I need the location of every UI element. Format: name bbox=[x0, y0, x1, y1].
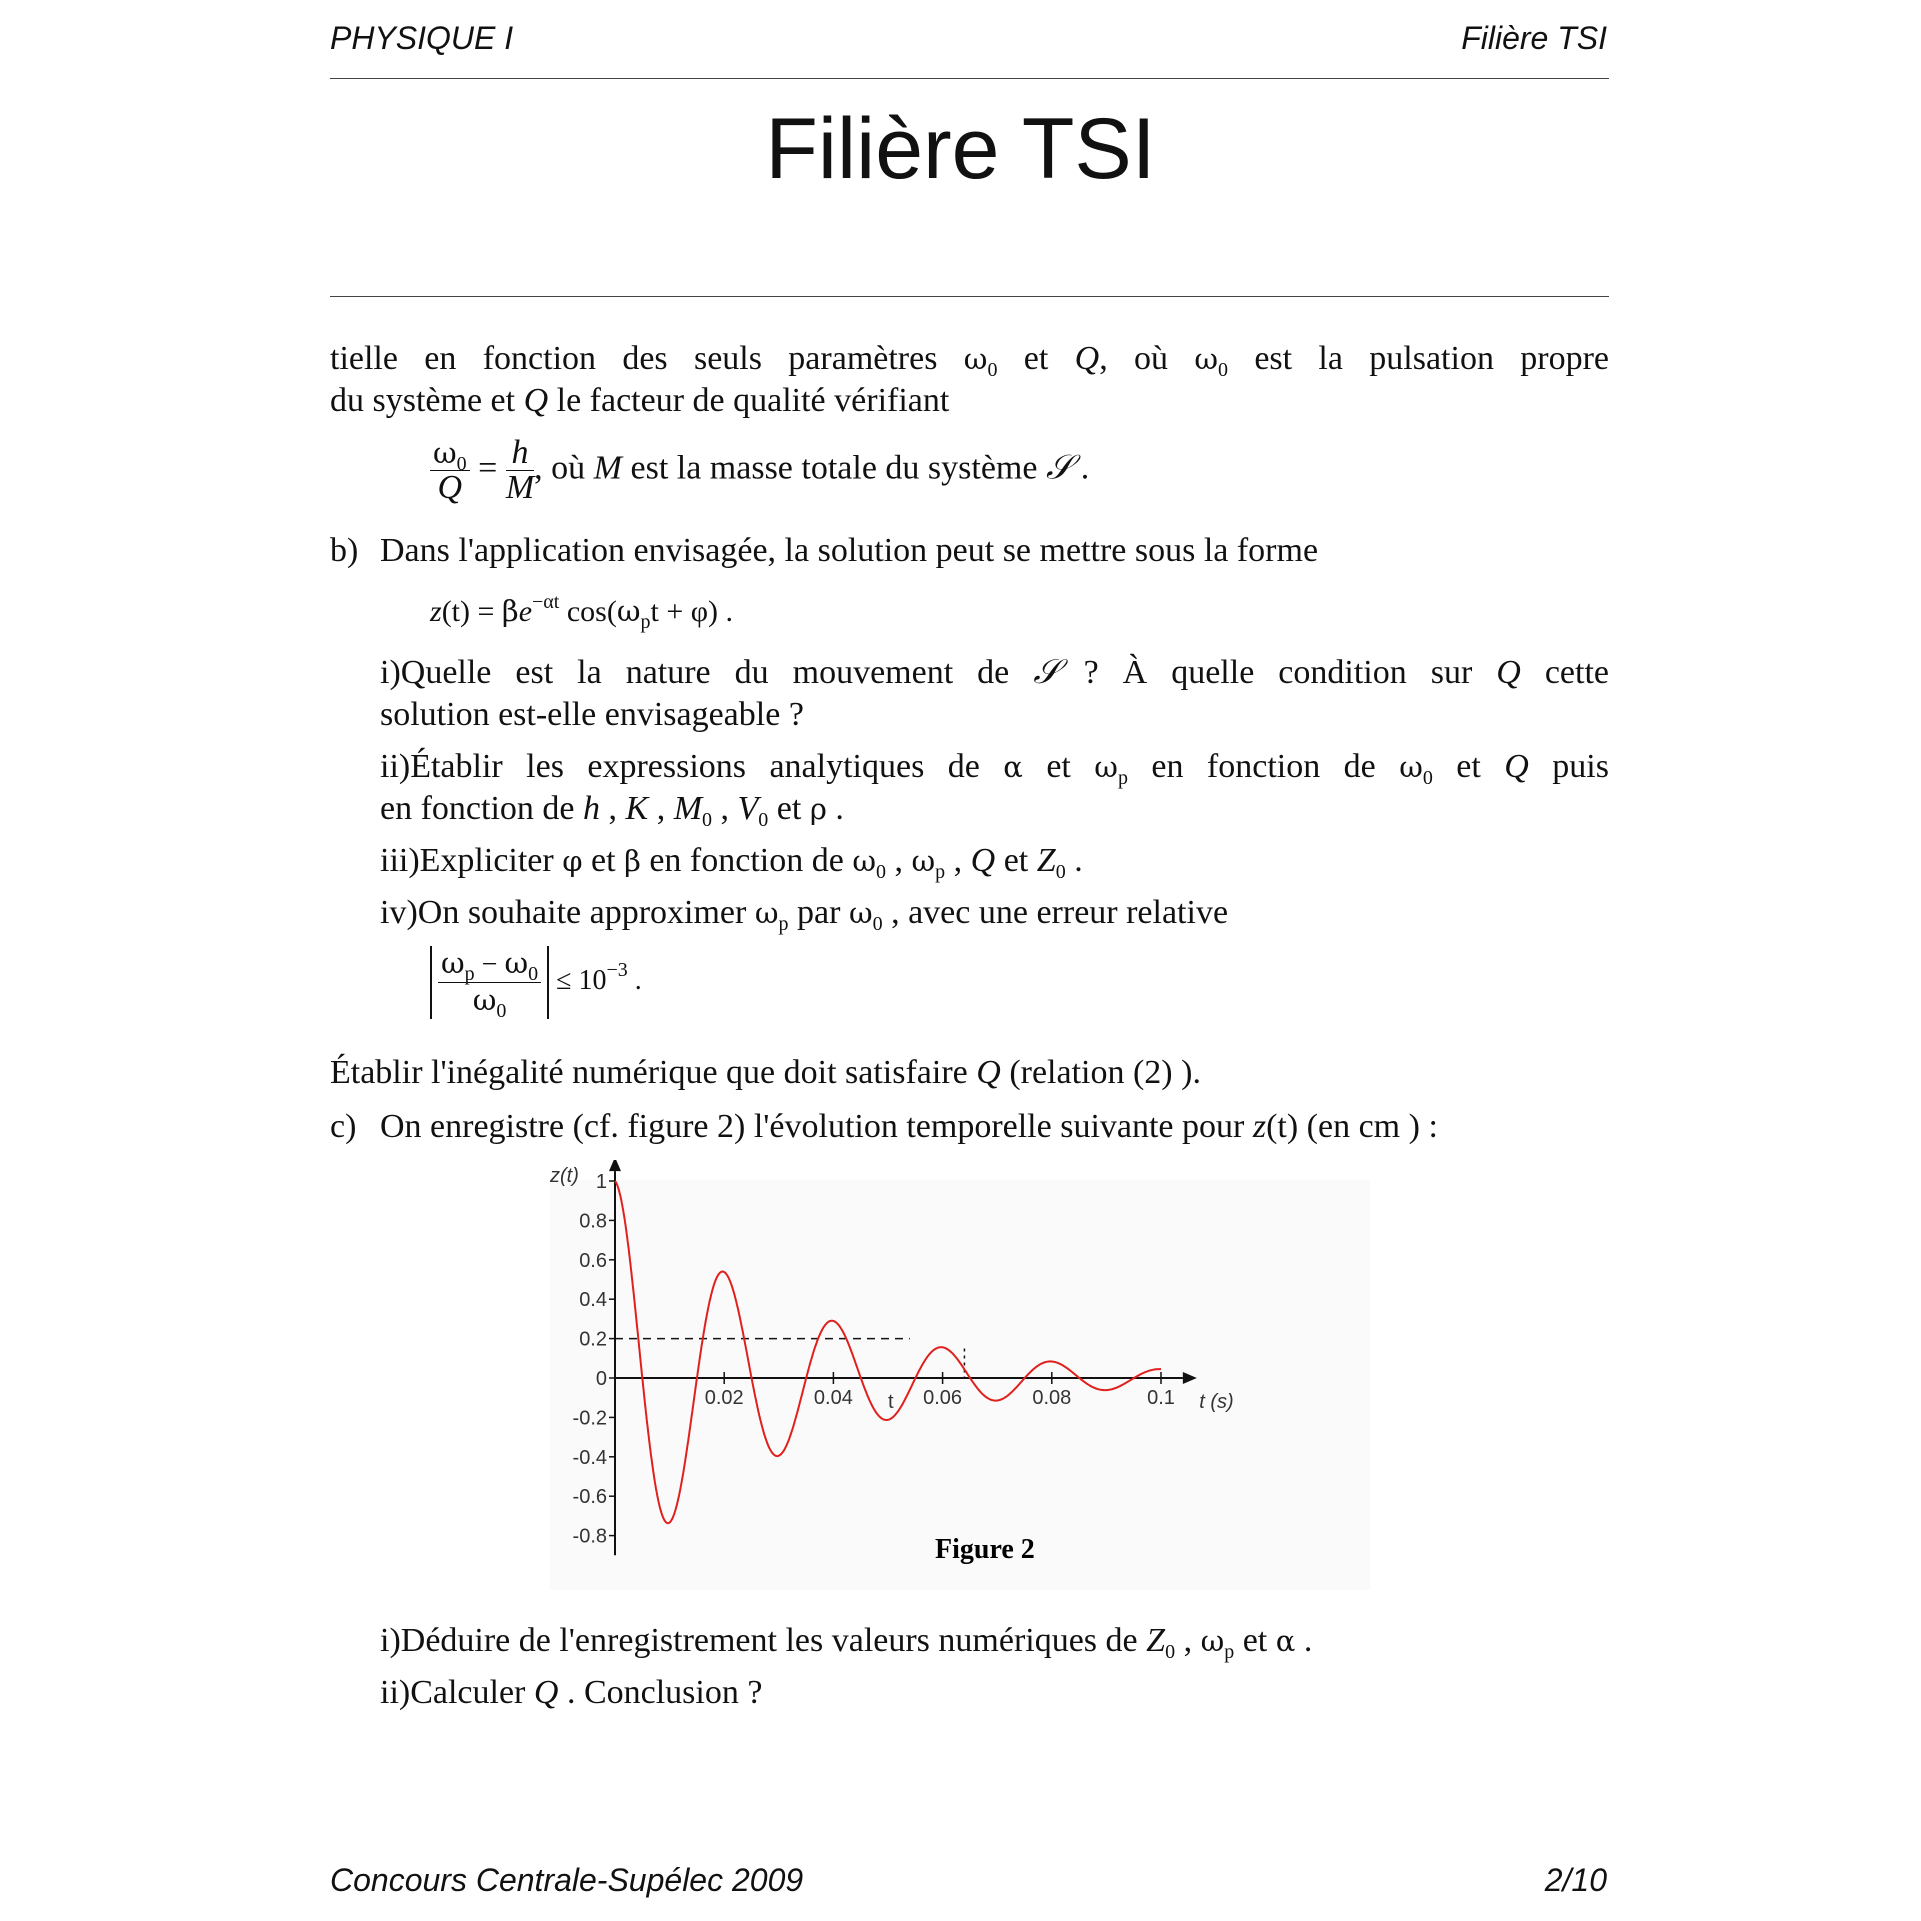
x-tick-label: 0.02 bbox=[704, 1387, 744, 1409]
question-b-text: Dans l'application envisagée, la solution peut se mettre sous la forme bbox=[380, 532, 1319, 569]
footer-left: Concours Centrale-Supélec 2009 bbox=[330, 1862, 804, 1898]
header-left: PHYSIQUE I bbox=[330, 20, 514, 56]
y-tick-label: -0.4 bbox=[572, 1446, 607, 1469]
question-b-iii: iii)Expliciter φ et β en fonction de $\omega_0$ , $\omega_p$ , Q et $Z_0$ . bbox=[380, 842, 1083, 883]
x-tick-label: 0.1 bbox=[1147, 1387, 1175, 1409]
question-c-ii: ii)Calculer Q . Conclusion ? bbox=[380, 1674, 763, 1711]
question-c-text: On enregistre (cf. figure 2) l'évolution temporelle suivante pour z(t) (en cm ) : bbox=[380, 1108, 1438, 1145]
question-b-ii: ii)Établir les expressions analytiques de α et $\omega_p$ en fonction de $\omega_0$ et Q puis bbox=[380, 748, 1609, 789]
question-b-iv: iv)On souhaite approximer $\omega_p$ par $\omega_0$ , avec une erreur relative bbox=[380, 894, 1229, 935]
equation-solution: $z(t) = \beta e^{-\alpha t}$ $\cos(\omega_pt + \varphi)$ . bbox=[430, 591, 734, 633]
question-b-i: i)Quelle est la nature du mouvement de 𝒮 ? À quelle condition sur Q cette bbox=[380, 654, 1610, 691]
y-tick-label: -0.8 bbox=[572, 1525, 607, 1548]
x-tick-label: 0.04 bbox=[813, 1387, 853, 1409]
x-axis-label: t (s) bbox=[1199, 1391, 1234, 1413]
page-title: Filière TSI bbox=[765, 101, 1156, 197]
y-axis-arrow bbox=[609, 1160, 621, 1171]
question-b-ii-cont: en fonction de h , K , $M_0$ , $V_0$ et ρ . bbox=[380, 790, 844, 831]
equation-relative-error: $\frac{\omega_p - \omega_0}{\omega_0}$ ≤ $10^{-3}$ . bbox=[430, 946, 642, 1019]
figure-2-chart bbox=[530, 1160, 1410, 1590]
equation-quality-factor: $\frac{\omega_0}{Q}$ = $\frac{h}{M}$ , où M est la masse totale du système 𝒮 . bbox=[430, 436, 1089, 505]
y-tick-label: 0.6 bbox=[579, 1249, 607, 1272]
y-tick-label: 1 bbox=[595, 1171, 607, 1193]
y-tick-label: 0.8 bbox=[579, 1210, 607, 1233]
question-c-label: c) bbox=[330, 1108, 357, 1145]
y-tick-label: -0.2 bbox=[572, 1407, 607, 1430]
annotation-t-label: t bbox=[888, 1391, 894, 1413]
header-right: Filière TSI bbox=[1461, 20, 1607, 56]
question-c-i: i)Déduire de l'enregistrement les valeurs numériques de $Z_0$ , $\omega_p$ et α . bbox=[380, 1622, 1313, 1663]
x-tick-label: 0.08 bbox=[1032, 1387, 1072, 1409]
footer-right: 2/10 bbox=[1544, 1862, 1607, 1898]
y-tick-label: -0.6 bbox=[572, 1486, 607, 1509]
relation-2-text: Établir l'inégalité numérique que doit satisfaire Q (relation (2) ). bbox=[330, 1054, 1201, 1091]
question-b-label: b) bbox=[330, 532, 359, 569]
text-line-2: du système et Q le facteur de qualité vérifiant bbox=[330, 382, 950, 419]
y-tick-label: 0.4 bbox=[579, 1289, 607, 1312]
y-tick-label: 0.2 bbox=[579, 1328, 607, 1351]
x-tick-label: 0.06 bbox=[923, 1387, 963, 1409]
text-line-1: tielle en fonction des seuls paramètres $\omega_0$ et Q, où $\omega_0$ est la pulsation propre bbox=[330, 340, 1610, 381]
y-tick-label: 0 bbox=[595, 1368, 607, 1390]
chart-background bbox=[550, 1180, 1370, 1590]
figure-caption: Figure 2 bbox=[935, 1534, 1035, 1565]
y-axis-label: z(t) bbox=[550, 1165, 579, 1187]
question-b-i-cont: solution est-elle envisageable ? bbox=[380, 696, 804, 733]
